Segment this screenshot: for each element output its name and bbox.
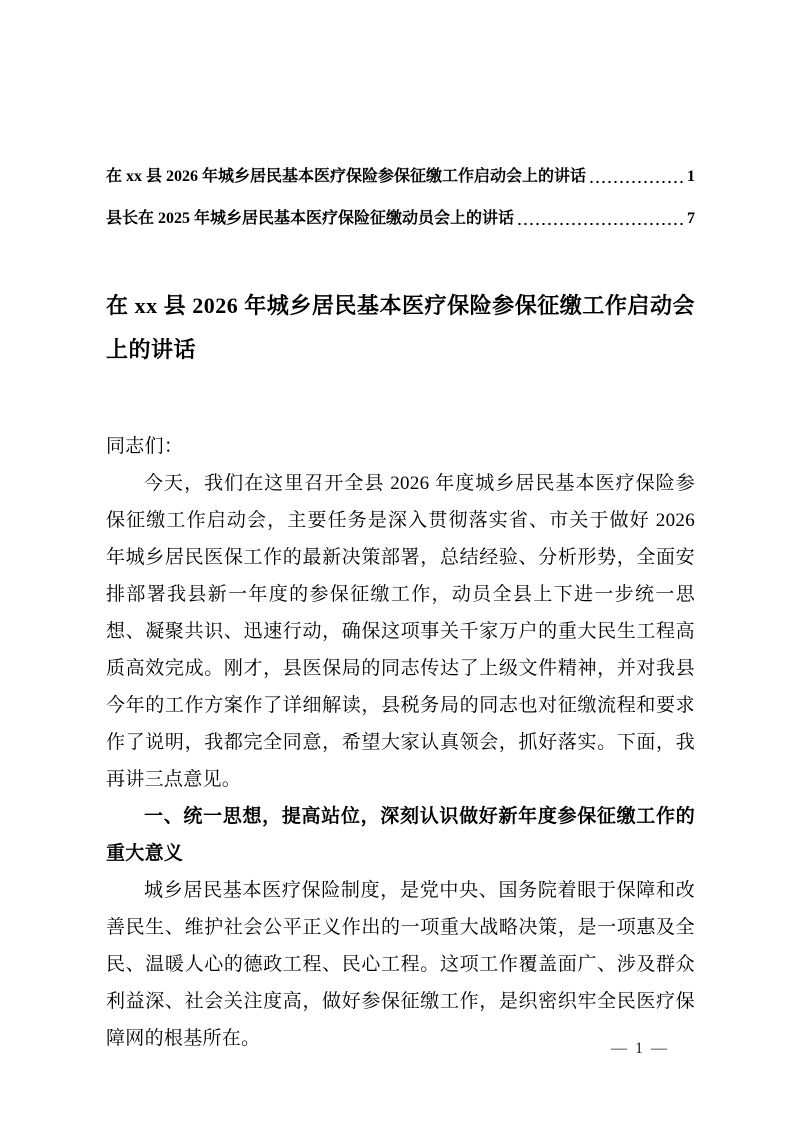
- page-number-footer: — 1 —: [611, 1040, 669, 1057]
- section-heading-1: 一、统一思想，提高站位，深刻认识做好新年度参保征缴工作的重大意义: [106, 806, 695, 864]
- table-of-contents: [106, 152, 695, 236]
- salutation: 同志们：: [106, 436, 184, 457]
- document-title: 在 xx 县 2026 年城乡居民基本医疗保险参保征缴工作启动会上的讲话: [106, 293, 695, 362]
- toc-entry-title[interactable]: 县长在 2025 年城乡居民基本医疗保险征缴动员会上的讲话: [106, 210, 515, 228]
- toc-entry-page-number[interactable]: 1: [687, 168, 695, 186]
- text-column: [106, 0, 695, 1057]
- toc-entry-title[interactable]: 在 xx 县 2026 年城乡居民基本医疗保险参保征缴工作启动会上的讲话: [106, 168, 587, 186]
- toc-entry-2[interactable]: [106, 194, 695, 236]
- toc-dot-leader: [518, 222, 684, 226]
- toc-entry-1[interactable]: [106, 152, 695, 194]
- toc-entry-page-number[interactable]: 7: [687, 210, 695, 228]
- toc-dot-leader: [590, 180, 684, 184]
- document-body: [106, 428, 695, 1057]
- body-paragraph-1: 今天，我们在这里召开全县 2026 年度城乡居民基本医疗保险参保征缴工作启动会，主要任务是深入贯彻落实省、市关于做好 2026 年城乡居民医保工作的最新决策部署，总结经验、分析形势，全面安排部署我县新一年度的参保征缴工作，动员全县上下进一步统一思想、凝聚共识、迅速行动，确保这项事关千家万户的重大民生工程高质高效完成。刚才，县医保局的同志传达了上级文件精神，并对我县今年的工作方案作了详细解读，县税务局的同志也对征缴流程和要求作了说明，我都完全同意，希望大家认真领会，抓好落实。下面，我再讲三点意见。: [106, 473, 695, 790]
- body-paragraph-2: 城乡居民基本医疗保险制度，是党中央、国务院着眼于保障和改善民生、维护社会公平正义作出的一项重大战略决策，是一项惠及全民、温暖人心的德政工程、民心工程。这项工作覆盖面广、涉及群众利益深、社会关注度高，做好参保征缴工作，是织密织牢全民医疗保障网的根基所在。: [106, 880, 695, 1049]
